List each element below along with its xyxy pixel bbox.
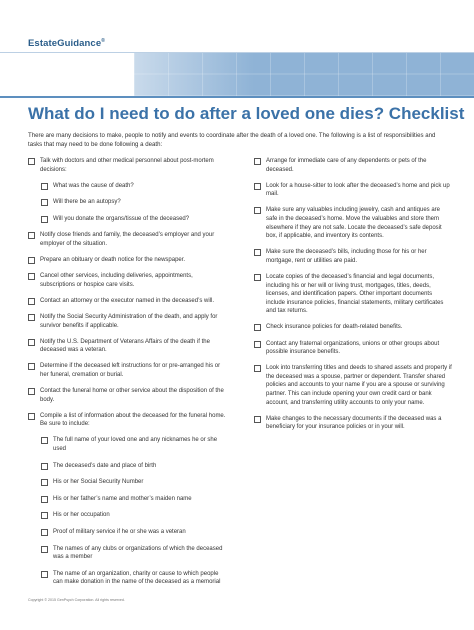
checklist-subitem xyxy=(41,545,228,562)
checklist-item-text: Notify the Social Security Administration of the death, and apply for survivor benefits if applicable. xyxy=(40,314,218,329)
checklist-item-text: Notify close friends and family, the deceased’s employer and your employer of the situation. xyxy=(40,232,215,248)
checklist-item-text: Will you donate the organs/tissue of the deceased? xyxy=(53,215,190,222)
checkbox[interactable] xyxy=(28,388,35,395)
checklist-item xyxy=(28,231,228,248)
checklist-item xyxy=(28,272,228,289)
checklist-item xyxy=(254,323,452,332)
checklist-item-text: Check insurance policies for death-related benefits. xyxy=(266,324,403,331)
checkbox[interactable] xyxy=(254,274,261,281)
checklist-item-text: Locate copies of the deceased’s financial and legal documents, including his or her will or living trust, mortgages, titles, deeds, licenses, and identification papers. Other important documents include insurance policies, financial statements, military certificates and tax returns. xyxy=(266,273,444,315)
checklist-item-text: Determine if the deceased left instructions for or pre-arranged his or her funeral, cremation or burial. xyxy=(40,363,221,378)
checkbox[interactable] xyxy=(28,257,35,264)
checklist-item xyxy=(254,206,452,240)
checkbox[interactable] xyxy=(254,365,261,372)
checklist-item xyxy=(28,412,228,429)
checklist-subitem xyxy=(41,198,228,207)
checklist-item-text: Prepare an obituary or death notice for the newspaper. xyxy=(40,257,186,264)
checklist-subitem xyxy=(41,215,228,224)
checkbox[interactable] xyxy=(28,158,35,165)
checkbox[interactable] xyxy=(254,249,261,256)
checklist-item xyxy=(28,157,228,174)
checkbox[interactable] xyxy=(254,158,261,165)
checklist-item xyxy=(28,362,228,379)
header-bottom-rule xyxy=(0,96,474,98)
page-title: What do I need to do after a loved one dies? Checklist xyxy=(28,104,465,123)
checklist-subitem xyxy=(41,182,228,191)
checkbox[interactable] xyxy=(41,463,48,470)
checklist-item-text: His or her Social Security Number xyxy=(53,479,144,486)
intro-paragraph: There are many decisions to make, people to notify and events to coordinate after the death of a loved one. The following is a list of responsibilities and tasks that may need to be done following a death: xyxy=(28,132,436,148)
checkbox[interactable] xyxy=(41,496,48,503)
checkbox[interactable] xyxy=(28,413,35,420)
checklist-item-text: Talk with doctors and other medical personnel about post-mortem decisions: xyxy=(40,158,214,173)
checklist-item-text: The deceased’s date and place of birth xyxy=(53,462,157,469)
brand-name: EstateGuidance xyxy=(28,38,102,50)
checklist-item-text: Contact an attorney or the executor named in the deceased’s will. xyxy=(40,297,214,304)
checklist-item-text: Contact the funeral home or other service about the disposition of the body. xyxy=(40,388,224,403)
checklist-subitem xyxy=(41,462,228,471)
checklist-item-text: Cancel other services, including deliveries, appointments, subscriptions or hospice care visits. xyxy=(40,273,193,288)
checklist-item-text: What was the cause of death? xyxy=(53,182,134,189)
checklist-subitem xyxy=(41,511,228,520)
checklist-subitem xyxy=(41,570,228,587)
checkbox[interactable] xyxy=(41,479,48,486)
checkbox[interactable] xyxy=(28,298,35,305)
checklist-item-text: Arrange for immediate care of any dependents or pets of the deceased. xyxy=(266,158,427,173)
checkbox[interactable] xyxy=(254,207,261,214)
checklist-item xyxy=(254,340,452,357)
checklist-item xyxy=(28,256,228,265)
checklist-item xyxy=(254,273,452,316)
checklist-item-text: His or her father’s name and mother’s maiden name xyxy=(53,495,192,502)
checklist-item-text: Make sure the deceased’s bills, including those for his or her mortgage, rent or utilities are paid. xyxy=(266,249,427,264)
checklist-item xyxy=(28,338,228,355)
checkbox[interactable] xyxy=(41,546,48,553)
checkbox[interactable] xyxy=(41,437,48,444)
header-banner xyxy=(0,0,474,96)
checklist-item xyxy=(254,415,452,432)
checklist-item xyxy=(28,387,228,404)
checklist-item xyxy=(254,157,452,174)
checklist-left-column xyxy=(28,157,228,595)
checklist-item xyxy=(254,248,452,265)
checkbox[interactable] xyxy=(28,314,35,321)
checkbox[interactable] xyxy=(254,416,261,423)
checkbox[interactable] xyxy=(41,571,48,578)
checklist-item xyxy=(254,364,452,407)
checklist-item xyxy=(254,182,452,199)
checklist-subitem xyxy=(41,495,228,504)
checklist-item-text: Make sure any valuables including jewelry, cash and antiques are safe in the deceased’s home. Move the valuables and store them elsewhere if they are not safe. Locate the deceased’s safe deposit box, if applicable, and inventory its contents. xyxy=(266,207,442,240)
checklist-subitem xyxy=(41,436,228,453)
checklist-item-text: The names of any clubs or organizations of which the deceased was a member xyxy=(53,545,223,561)
checklist-item-text: His or her occupation xyxy=(53,512,110,519)
checkbox[interactable] xyxy=(28,363,35,370)
checklist-item-text: Will there be an autopsy? xyxy=(53,199,121,206)
checklist-subitem xyxy=(41,528,228,537)
checklist-item-text: Look for a house-sitter to look after the deceased’s home and pick up mail. xyxy=(266,182,450,198)
checkbox[interactable] xyxy=(41,199,48,206)
checkbox[interactable] xyxy=(254,341,261,348)
checklist-item-text: The name of an organization, charity or cause to which people can make donation in the name of the deceased as a memorial xyxy=(53,570,221,586)
copyright-footer: Copyright © 2015 GenPsych Corporation. All rights reserved. xyxy=(28,598,125,602)
checklist-item-text: The full name of your loved one and any nicknames he or she used xyxy=(53,437,218,453)
checklist-item-text: Proof of military service if he or she was a veteran xyxy=(53,529,186,536)
checkbox[interactable] xyxy=(254,183,261,190)
checklist-item-text: Compile a list of information about the deceased for the funeral home. Be sure to include: xyxy=(40,412,226,428)
checklist-item-text: Contact any fraternal organizations, unions or other groups about possible insurance benefits. xyxy=(266,340,440,356)
checkbox[interactable] xyxy=(28,273,35,280)
brand-logo xyxy=(28,38,105,49)
header-band-left xyxy=(0,53,134,96)
registered-mark: ® xyxy=(101,38,105,44)
checklist-item xyxy=(28,313,228,330)
checklist-item-text: Make changes to the necessary documents if the deceased was a beneficiary for your insurance policies or in your will. xyxy=(266,415,442,431)
checkbox[interactable] xyxy=(28,232,35,239)
checkbox[interactable] xyxy=(41,512,48,519)
checklist-item xyxy=(28,297,228,306)
header-band-pattern xyxy=(134,53,474,96)
checkbox[interactable] xyxy=(28,339,35,346)
checkbox[interactable] xyxy=(41,529,48,536)
checklist-right-column xyxy=(254,157,452,439)
checklist-subitem xyxy=(41,478,228,487)
checklist-item-text: Look into transferring titles and deeds to shared assets and property if the deceased was a spouse, partner or dependent. Transfer shared policies and accounts to your name if you are a spouse or surviving partner. This can include opening your own credit card or bank account, and transferring utility accounts to only your name. xyxy=(266,365,452,406)
checklist-item-text: Notify the U.S. Department of Veterans Affairs of the death if the deceased was a veteran. xyxy=(40,338,210,354)
checkbox[interactable] xyxy=(41,216,48,223)
checkbox[interactable] xyxy=(41,183,48,190)
checkbox[interactable] xyxy=(254,324,261,331)
